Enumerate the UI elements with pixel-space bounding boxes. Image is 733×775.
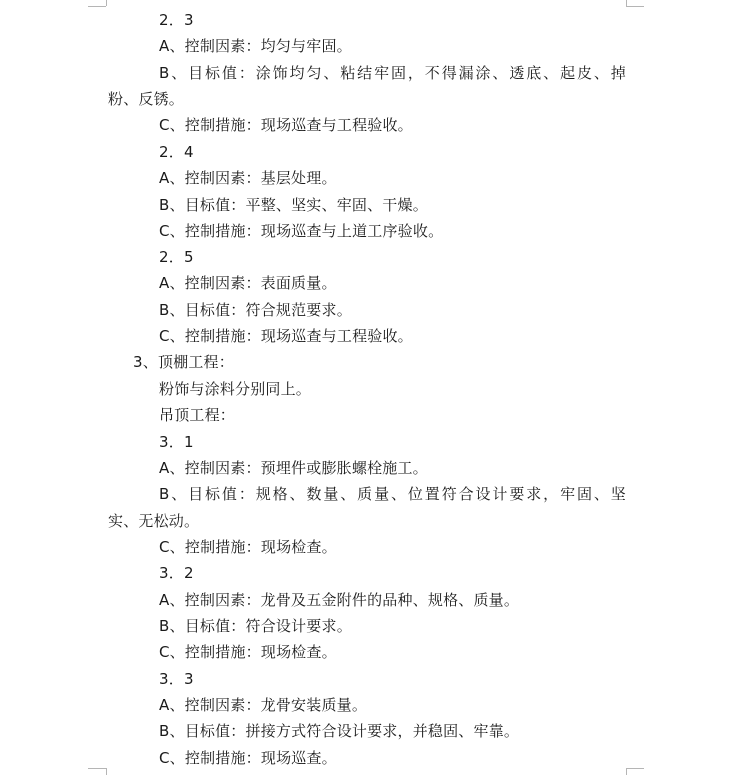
chapter-heading: 3、顶棚工程： — [133, 353, 234, 371]
target-value-line: B、目标值：符合设计要求。 — [159, 617, 352, 635]
page-corner-mark-bottom-left — [88, 768, 106, 769]
page-corner-mark-top-right-h — [626, 6, 644, 7]
control-measure-line: C、控制措施：现场巡查与上道工序验收。 — [159, 222, 444, 240]
section-number: 2．4 — [159, 143, 194, 161]
page-corner-mark-top-left-v — [106, 0, 107, 6]
control-factor-line: A、控制因素：表面质量。 — [159, 274, 337, 292]
control-factor-line: A、控制因素：基层处理。 — [159, 169, 337, 187]
section-number: 3．1 — [159, 433, 194, 451]
page-corner-mark-bottom-right-h — [626, 768, 644, 769]
control-factor-line: A、控制因素：均匀与牢固。 — [159, 37, 352, 55]
target-value-line: B、目标值：符合规范要求。 — [159, 301, 352, 319]
target-value-continuation: 粉、反锈。 — [108, 90, 185, 108]
target-value-line: B、目标值：规格、数量、质量、位置符合设计要求，牢固、坚 — [159, 485, 626, 503]
control-factor-line: A、控制因素：预埋件或膨胀螺栓施工。 — [159, 459, 428, 477]
page-corner-mark-bottom-right — [626, 768, 627, 775]
paragraph-line: 粉饰与涂料分别同上。 — [159, 380, 312, 398]
control-factor-line: A、控制因素：龙骨及五金附件的品种、规格、质量。 — [159, 591, 520, 609]
control-factor-line: A、控制因素：龙骨安装质量。 — [159, 696, 368, 714]
target-value-line: B、目标值：平整、坚实、牢固、干燥。 — [159, 196, 428, 214]
subsection-heading: 吊顶工程： — [159, 406, 236, 424]
control-measure-line: C、控制措施：现场巡查。 — [159, 749, 337, 767]
section-number: 2．3 — [159, 11, 194, 29]
section-number: 3．2 — [159, 564, 194, 582]
page-corner-mark-bottom-left-v — [106, 768, 107, 775]
target-value-continuation: 实、无松动。 — [108, 512, 200, 530]
control-measure-line: C、控制措施：现场巡查与工程验收。 — [159, 327, 413, 345]
section-number: 3．3 — [159, 670, 194, 688]
control-measure-line: C、控制措施：现场检查。 — [159, 643, 337, 661]
page-corner-mark-top-left — [88, 0, 106, 7]
section-number: 2．5 — [159, 248, 194, 266]
control-measure-line: C、控制措施：现场巡查与工程验收。 — [159, 116, 413, 134]
target-value-line: B、目标值：拼接方式符合设计要求，并稳固、牢靠。 — [159, 722, 520, 740]
target-value-line: B、目标值：涂饰均匀、粘结牢固，不得漏涂、透底、起皮、掉 — [159, 64, 626, 82]
control-measure-line: C、控制措施：现场检查。 — [159, 538, 337, 556]
